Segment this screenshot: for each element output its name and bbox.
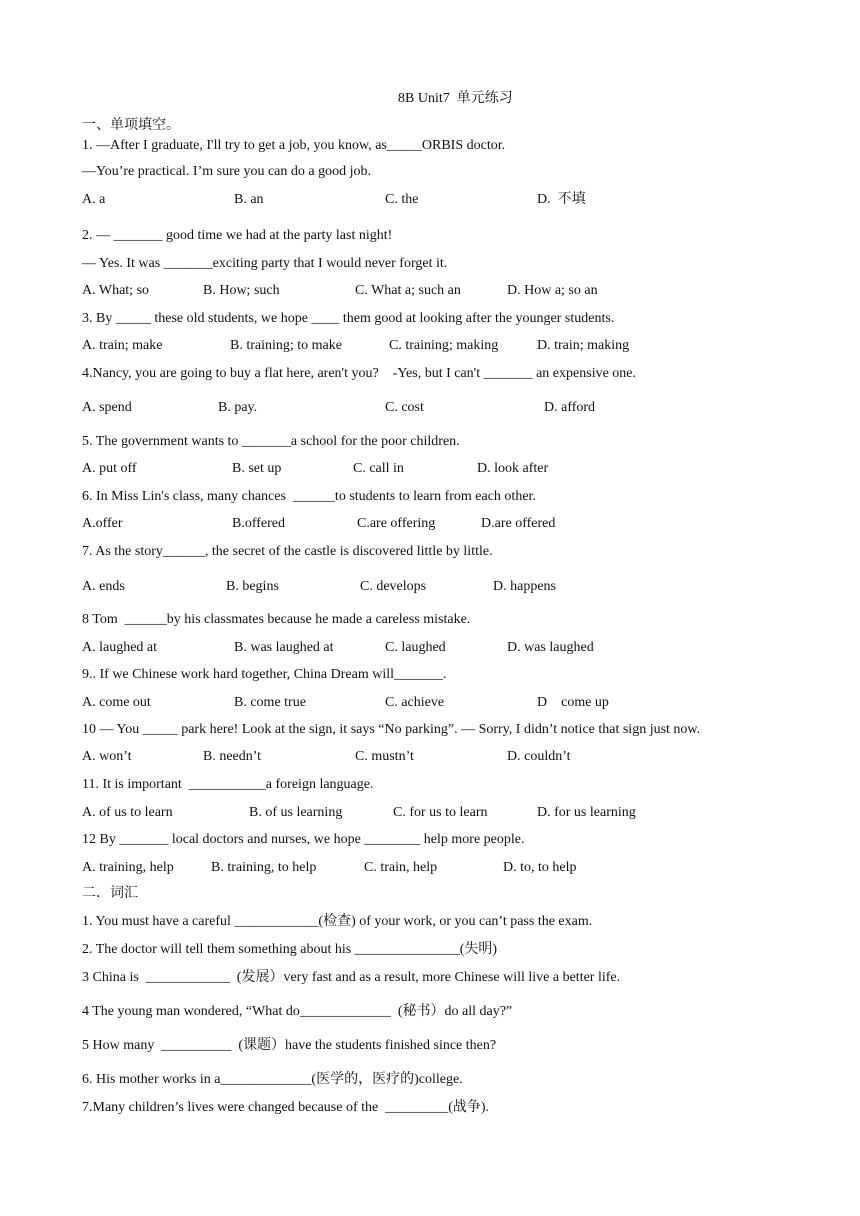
- q12-option-a: A. training, help: [82, 860, 174, 875]
- q11-option-d: D. for us learning: [537, 805, 636, 820]
- q7-option-c: C. develops: [360, 579, 427, 594]
- q11-option-a: A. of us to learn: [82, 805, 173, 820]
- q12-option-c: C. train, help: [364, 860, 438, 875]
- q3-option-a: A. train; make: [82, 338, 163, 353]
- q1-stem: 1. —After I graduate, I'll try to get a job, you know, as_____ORBIS doctor.: [82, 138, 506, 153]
- q9-option-c: C. achieve: [385, 695, 445, 710]
- q5-option-d: D. look after: [477, 461, 549, 476]
- q10-option-a: A. won’t: [82, 749, 132, 764]
- q6-option-c: C.are offering: [357, 516, 436, 531]
- q10-option-d: D. couldn’t: [507, 749, 571, 764]
- q5-option-b: B. set up: [232, 461, 282, 476]
- q2-option-d: D. How a; so an: [507, 283, 598, 298]
- q11-option-c: C. for us to learn: [393, 805, 488, 820]
- section1-heading: 一、单项填空。: [82, 118, 180, 133]
- vocab-item: 2. The doctor will tell them something about his _______________(失明): [82, 942, 498, 957]
- q2-option-a: A. What; so: [82, 283, 150, 298]
- q4-option-b: B. pay.: [218, 400, 258, 415]
- q8-stem: 8 Tom ______by his classmates because he made a careless mistake.: [82, 612, 471, 627]
- q11-option-b: B. of us learning: [249, 805, 343, 820]
- q1-option-b: B. an: [234, 192, 264, 207]
- q12-stem: 12 By _______ local doctors and nurses, we hope ________ help more people.: [82, 832, 525, 847]
- q5-option-a: A. put off: [82, 461, 137, 476]
- q8-option-c: C. laughed: [385, 640, 446, 655]
- vocab-item: 3 China is ____________ (发展）very fast and as a result, more Chinese will live a better life.: [82, 970, 621, 985]
- q1-option-a: A. a: [82, 192, 106, 207]
- q3-option-b: B. training; to make: [230, 338, 342, 353]
- vocab-item: 1. You must have a careful ____________(检查) of your work, or you can’t pass the exam.: [82, 914, 593, 929]
- q5-option-c: C. call in: [353, 461, 404, 476]
- q2-option-b: B. How; such: [203, 283, 280, 298]
- section2-heading: 二．词汇: [82, 886, 138, 901]
- q7-option-b: B. begins: [226, 579, 279, 594]
- q8-option-d: D. was laughed: [507, 640, 594, 655]
- q3-option-d: D. train; making: [537, 338, 630, 353]
- q6-option-b: B.offered: [232, 516, 285, 531]
- q4-stem: 4.Nancy, you are going to buy a flat here, aren't you? -Yes, but I can't _______ an expensive one.: [82, 366, 637, 381]
- q10-option-c: C. mustn’t: [355, 749, 414, 764]
- q7-stem: 7. As the story______, the secret of the castle is discovered little by little.: [82, 544, 493, 559]
- page-title: 8B Unit7 单元练习: [398, 91, 513, 106]
- q4-option-a: A. spend: [82, 400, 132, 415]
- q1-option-d: D. 不填: [537, 192, 586, 207]
- q4-option-d: D. afford: [544, 400, 596, 415]
- q6-option-d: D.are offered: [481, 516, 556, 531]
- q8-option-a: A. laughed at: [82, 640, 158, 655]
- q2-reply: — Yes. It was _______exciting party that I would never forget it.: [82, 256, 448, 271]
- vocab-item: 5 How many __________ (课题）have the students finished since then?: [82, 1038, 497, 1053]
- q9-stem: 9.. If we Chinese work hard together, China Dream will_______.: [82, 667, 447, 682]
- q10-stem: 10 — You _____ park here! Look at the sign, it says “No parking”. — Sorry, I didn’t notice that sign just now.: [82, 722, 701, 737]
- q4-option-c: C. cost: [385, 400, 424, 415]
- vocab-item: 6. His mother works in a_____________(医学的，医疗的)college.: [82, 1072, 463, 1087]
- q3-stem: 3. By _____ these old students, we hope ____ them good at looking after the younger students.: [82, 311, 615, 326]
- q2-stem: 2. — _______ good time we had at the party last night!: [82, 228, 393, 243]
- q11-stem: 11. It is important ___________a foreign language.: [82, 777, 374, 792]
- q6-option-a: A.offer: [82, 516, 123, 531]
- q9-option-a: A. come out: [82, 695, 151, 710]
- q7-option-a: A. ends: [82, 579, 125, 594]
- vocab-item: 7.Many children’s lives were changed because of the _________(战争).: [82, 1100, 490, 1115]
- q7-option-d: D. happens: [493, 579, 556, 594]
- q12-option-b: B. training, to help: [211, 860, 317, 875]
- q3-option-c: C. training; making: [389, 338, 499, 353]
- q12-option-d: D. to, to help: [503, 860, 577, 875]
- vocab-item: 4 The young man wondered, “What do_____________ (秘书）do all day?”: [82, 1004, 513, 1019]
- q6-stem: 6. In Miss Lin's class, many chances ______to students to learn from each other.: [82, 489, 536, 504]
- q8-option-b: B. was laughed at: [234, 640, 334, 655]
- q9-option-d: D come up: [537, 695, 609, 710]
- q5-stem: 5. The government wants to _______a school for the poor children.: [82, 434, 460, 449]
- q1-reply: —You’re practical. I’m sure you can do a good job.: [82, 164, 372, 179]
- q1-option-c: C. the: [385, 192, 419, 207]
- q9-option-b: B. come true: [234, 695, 306, 710]
- q10-option-b: B. needn’t: [203, 749, 262, 764]
- q2-option-c: C. What a; such an: [355, 283, 461, 298]
